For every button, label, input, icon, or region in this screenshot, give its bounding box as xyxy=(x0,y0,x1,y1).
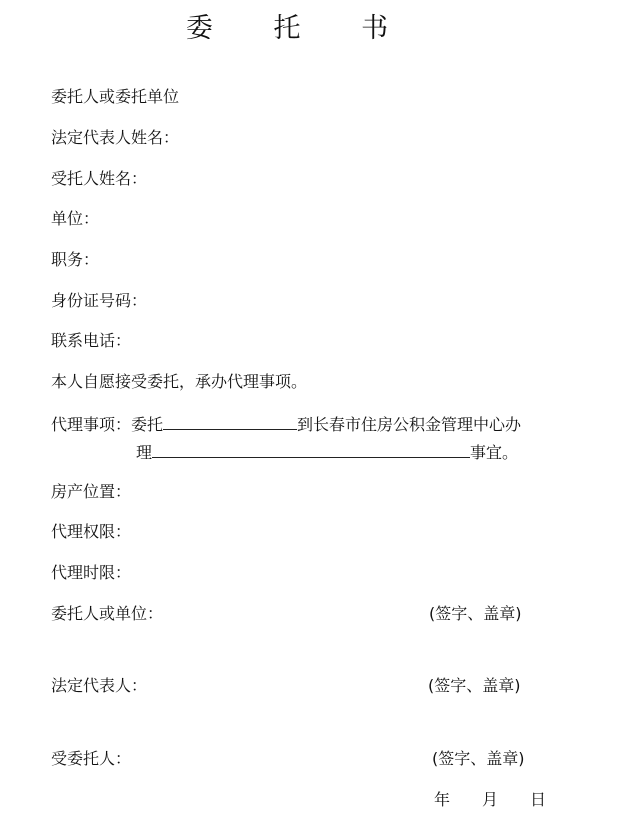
entrusted-party-blank xyxy=(163,412,297,430)
property-location-label: 房产位置： xyxy=(51,482,132,501)
date-year: 年 xyxy=(434,790,451,809)
matter-label: 代理事项： xyxy=(51,415,132,434)
legal-rep-signature-note: (签字、盖章) xyxy=(428,676,521,695)
principal-signature-note: (签字、盖章) xyxy=(429,604,522,623)
matter-text-entrust: 委托 xyxy=(131,415,164,434)
unit-label: 单位： xyxy=(51,209,100,228)
matter-line-2 xyxy=(136,440,518,464)
term-label: 代理时限： xyxy=(51,563,132,582)
agent-name-label: 受托人姓名： xyxy=(51,169,148,188)
acceptance-statement: 本人自愿接受委托，承办代理事项。 xyxy=(51,372,308,391)
matter-blank xyxy=(152,440,470,458)
legal-rep-signature-label: 法定代表人： xyxy=(51,676,148,695)
matter-text-center: 到长春市住房公积金管理中心办 xyxy=(297,415,522,434)
matter-text-handle: 理 xyxy=(136,443,153,462)
phone-label: 联系电话： xyxy=(51,331,132,350)
position-label: 职务： xyxy=(51,250,100,269)
date-day: 日 xyxy=(530,790,547,809)
legal-rep-name-label: 法定代表人姓名： xyxy=(51,128,180,147)
matter-line-1 xyxy=(51,412,521,436)
document-title: 委 托 书 xyxy=(185,13,415,44)
principal-field-label: 委托人或委托单位 xyxy=(51,87,180,106)
id-number-label: 身份证号码： xyxy=(51,291,148,310)
agent-signature-note: (签字、盖章) xyxy=(432,749,525,768)
date-month: 月 xyxy=(482,790,499,809)
authority-label: 代理权限： xyxy=(51,522,132,541)
principal-signature-label: 委托人或单位： xyxy=(51,604,164,623)
agent-signature-label: 受委托人： xyxy=(51,749,132,768)
matter-text-affairs: 事宜。 xyxy=(470,443,519,462)
